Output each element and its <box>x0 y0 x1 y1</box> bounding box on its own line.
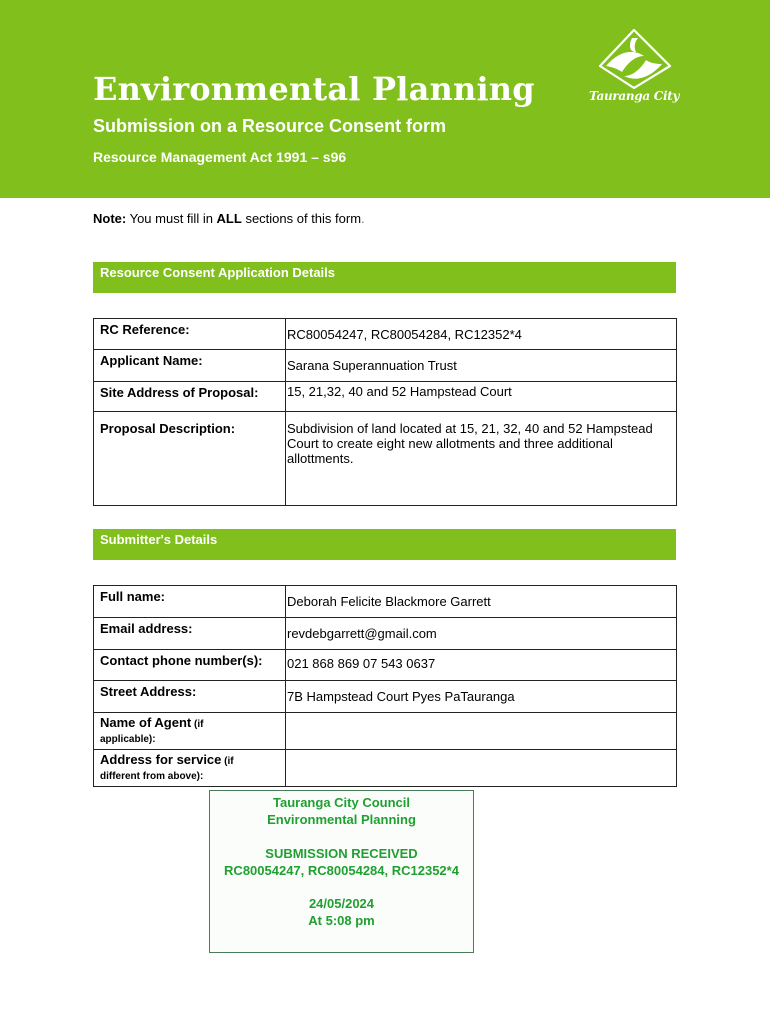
stamp-time: At 5:08 pm <box>308 913 375 928</box>
note-prefix: Note: <box>93 211 127 226</box>
table-row <box>94 681 677 713</box>
applicant-name-label: Applicant Name: <box>94 350 286 382</box>
email-label: Email address: <box>94 618 286 650</box>
service-address-label <box>94 750 286 787</box>
agent-name-field[interactable] <box>286 713 677 750</box>
submitter-details-table <box>93 585 677 787</box>
proposal-description-field[interactable]: Subdivision of land located at 15, 21, 32, 40 and 52 Hampstead Court to create eight new allotments and three additional allottments. <box>286 412 677 506</box>
note-text-a: You must fill in <box>126 211 217 226</box>
submitter-section-heading <box>93 529 676 560</box>
submitter-heading-text: Submitter's Details <box>100 532 218 547</box>
table-row <box>94 618 677 650</box>
stamp-status: SUBMISSION RECEIVED <box>265 846 418 861</box>
phone-field[interactable]: 021 868 869 07 543 0637 <box>286 650 677 681</box>
application-section-heading <box>93 262 676 293</box>
full-name-field[interactable]: Deborah Felicite Blackmore Garrett <box>286 586 677 618</box>
site-address-field[interactable]: 15, 21,32, 40 and 52 Hampstead Court <box>286 382 677 412</box>
proposal-description-label: Proposal Description: <box>94 412 286 506</box>
table-row <box>94 650 677 681</box>
table-row <box>94 382 677 412</box>
email-field[interactable]: revdebgarrett@gmail.com <box>286 618 677 650</box>
service-label-note-2: different from above): <box>100 771 204 782</box>
table-row <box>94 350 677 382</box>
page-subtitle: Submission on a Resource Consent form <box>93 116 447 136</box>
street-address-field[interactable]: 7B Hampstead Court Pyes PaTauranga <box>286 681 677 713</box>
received-stamp <box>209 790 474 953</box>
table-row <box>94 586 677 618</box>
agent-label-note-2: applicable): <box>100 734 156 745</box>
application-heading-text: Resource Consent Application Details <box>100 265 336 280</box>
agent-label-note: (if <box>191 719 204 730</box>
page-title: Environmental Planning <box>93 70 535 108</box>
stamp-references: RC80054247, RC80054284, RC12352*4 <box>224 863 459 878</box>
legislation-reference: Resource Management Act 1991 – s96 <box>93 149 347 165</box>
service-label-text: Address for service <box>100 752 222 767</box>
street-address-label: Street Address: <box>94 681 286 713</box>
stamp-council: Tauranga City Council <box>273 795 410 810</box>
rc-reference-field[interactable]: RC80054247, RC80054284, RC12352*4 <box>286 319 677 350</box>
stamp-department: Environmental Planning <box>267 812 416 827</box>
table-row <box>94 319 677 350</box>
note-period: . <box>361 211 365 226</box>
logo-text: Tauranga City <box>589 89 680 103</box>
applicant-name-field[interactable]: Sarana Superannuation Trust <box>286 350 677 382</box>
table-row <box>94 750 677 787</box>
site-address-label: Site Address of Proposal: <box>94 382 286 412</box>
phone-label: Contact phone number(s): <box>94 650 286 681</box>
table-row <box>94 713 677 750</box>
service-address-field[interactable] <box>286 750 677 787</box>
table-row <box>94 412 677 506</box>
service-label-note: (if <box>221 756 234 767</box>
stamp-date: 24/05/2024 <box>308 896 375 911</box>
application-details-table <box>93 318 677 506</box>
agent-label-text: Name of Agent <box>100 715 192 730</box>
note-text-b: sections of this form <box>241 211 362 226</box>
page-header <box>0 0 770 198</box>
full-name-label: Full name: <box>94 586 286 618</box>
form-note <box>93 211 365 226</box>
rc-reference-label: RC Reference: <box>94 319 286 350</box>
note-emphasis: ALL <box>216 211 242 226</box>
agent-name-label <box>94 713 286 750</box>
